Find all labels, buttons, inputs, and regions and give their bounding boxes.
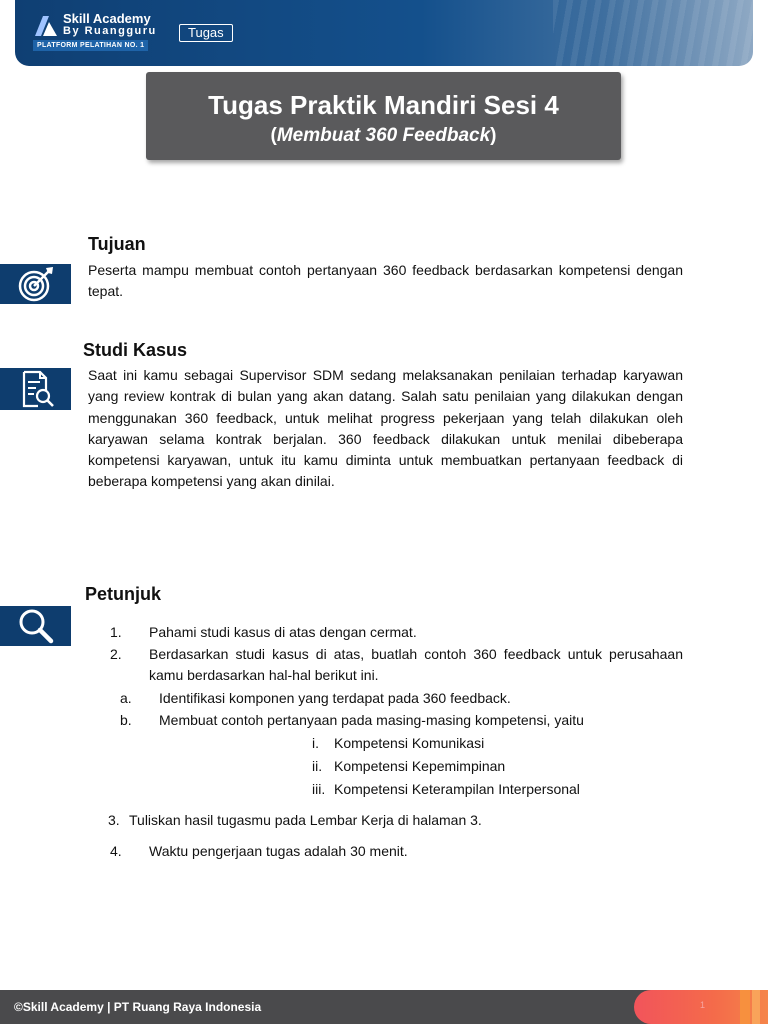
tujuan-text: Peserta mampu membuat contoh pertanyaan 360 feedback berdasarkan kompetensi dengan tepat. xyxy=(88,262,683,300)
list-letter: b. xyxy=(120,712,132,728)
list-text: Kompetensi Keterampilan Interpersonal xyxy=(334,781,580,797)
footer-stripe xyxy=(752,990,760,1024)
brand-tagline: PLATFORM PELATIHAN NO. 1 xyxy=(33,40,148,51)
magnifier-icon xyxy=(16,608,56,644)
header-background-photo xyxy=(553,0,753,66)
list-text: Identifikasi komponen yang terdapat pada 360 feedback. xyxy=(159,690,511,706)
studi-kasus-heading: Studi Kasus xyxy=(83,340,188,360)
list-text: Berdasarkan studi kasus di atas, buatlah contoh 360 feedback untuk perusahaan kamu berdasarkan hal-hal berikut ini. xyxy=(149,646,683,683)
petunjuk-heading: Petunjuk xyxy=(85,584,162,604)
studi-kasus-text: Saat ini kamu sebagai Supervisor SDM sedang melaksanakan penilaian terhadap karyawan yang review kontrak di bulan yang akan datang. Salah satu penilaian yang dilakukan dengan menggunakan 360 feedback, untuk melihat progress pekerjaan yang telah dilakukan oleh karyawan selama kontrak berjalan. 360 feedback dilakukan untuk menilai dibeberapa kompetensi karyawan, untuk itu kamu diminta untuk membuatkan pertanyaan feedback di beberapa kompetensi yang akan dinilai. xyxy=(88,367,683,490)
footer xyxy=(0,990,768,1024)
list-number: 4. xyxy=(110,843,122,859)
list-text: Waktu pengerjaan tugas adalah 30 menit. xyxy=(149,843,408,859)
list-text: Pahami studi kasus di atas dengan cermat. xyxy=(149,624,417,640)
list-text: Tuliskan hasil tugasmu pada Lembar Kerja di halaman 3. xyxy=(129,812,482,828)
title-box xyxy=(146,72,621,160)
list-number: 1. xyxy=(110,624,122,640)
list-number: 2. xyxy=(110,646,122,662)
list-number: 3. xyxy=(108,812,120,828)
document-type-tag: Tugas xyxy=(179,24,233,42)
header-banner xyxy=(15,0,753,66)
page-title: Tugas Praktik Mandiri Sesi 4 xyxy=(208,90,559,120)
list-letter: a. xyxy=(120,690,132,706)
skill-academy-logo-icon xyxy=(33,14,59,38)
footer-copyright: ©Skill Academy | PT Ruang Raya Indonesia xyxy=(14,1000,262,1014)
list-roman: iii. xyxy=(312,781,326,797)
list-roman: ii. xyxy=(312,758,323,774)
footer-stripe xyxy=(740,990,750,1024)
petunjuk-icon-tab xyxy=(0,606,71,646)
page-number: 1 xyxy=(700,1000,706,1010)
tujuan-heading: Tujuan xyxy=(88,234,146,254)
list-text: Kompetensi Komunikasi xyxy=(334,735,485,751)
document-search-icon xyxy=(16,370,56,408)
subtitle-open-paren: ( xyxy=(270,125,277,146)
brand-name xyxy=(63,12,157,38)
subtitle-text: Membuat 360 Feedback xyxy=(276,125,491,146)
list-roman: i. xyxy=(312,735,319,751)
list-text: Kompetensi Kepemimpinan xyxy=(334,758,506,774)
target-icon xyxy=(16,266,56,302)
subtitle-close-paren: ) xyxy=(490,125,497,146)
brand-title: Skill Academy xyxy=(63,11,151,26)
list-text: Membuat contoh pertanyaan pada masing-masing kompetensi, yaitu xyxy=(159,712,584,728)
brand-subtitle: By Ruangguru xyxy=(63,25,157,37)
studi-kasus-icon-tab xyxy=(0,368,71,410)
page-subtitle xyxy=(146,124,621,148)
tujuan-icon-tab xyxy=(0,264,71,304)
